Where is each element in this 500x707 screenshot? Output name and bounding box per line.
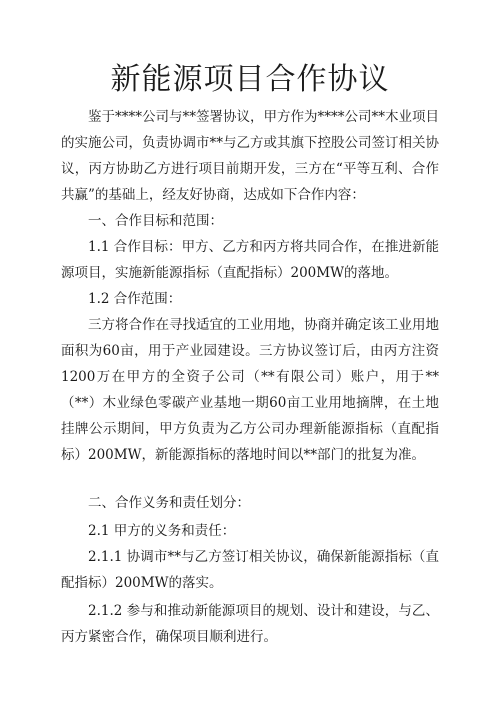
section-heading-cooperation-goals: 一、合作目标和范围： — [88, 213, 223, 229]
section-heading-obligations: 二、合作义务和责任划分： — [88, 495, 250, 511]
clause-1-2-heading: 1.2 合作范围： — [88, 291, 182, 307]
document-title: 新能源项目合作协议 — [110, 62, 390, 97]
clause-2-1-2: 2.1.2 参与和推动新能源项目的规划、设计和建设，与乙、丙方紧密合作，确保项目顺利进行。 — [61, 603, 439, 645]
clause-2-1-1: 2.1.1 协调市**与乙方签订相关协议，确保新能源指标（直配指标）200MW的落实。 — [61, 549, 439, 591]
clause-1-1: 1.1 合作目标：甲方、乙方和丙方将共同合作，在推进新能源项目，实施新能源指标（直配指标）200MW的落地。 — [61, 239, 439, 281]
clause-2-1-heading: 2.1 甲方的义务和责任： — [88, 523, 236, 539]
preamble-paragraph: 鉴于****公司与**签署协议，甲方作为****公司**木业项目的实施公司，负责协调市**与乙方或其旗下控股公司签订相关协议，丙方协助乙方进行项目前期开发，三方在“平等互利、合作共赢”的基础上，经友好协商，达成如下合作内容： — [61, 109, 439, 203]
clause-1-2-body: 三方将合作在寻找适宜的工业用地，协商并确定该工业用地面积为60亩，用于产业园建设。三方协议签订后，由丙方注资1200万在甲方的全资子公司（**有限公司）账户，用于**（**）木业绿色零碳产业基地一期60亩工业用地摘牌，在土地挂牌公示期间，甲方负责为乙方公司办理新能源指标（直配指标）200MW，新能源指标的落地时间以**部门的批复为准。 — [61, 317, 439, 463]
